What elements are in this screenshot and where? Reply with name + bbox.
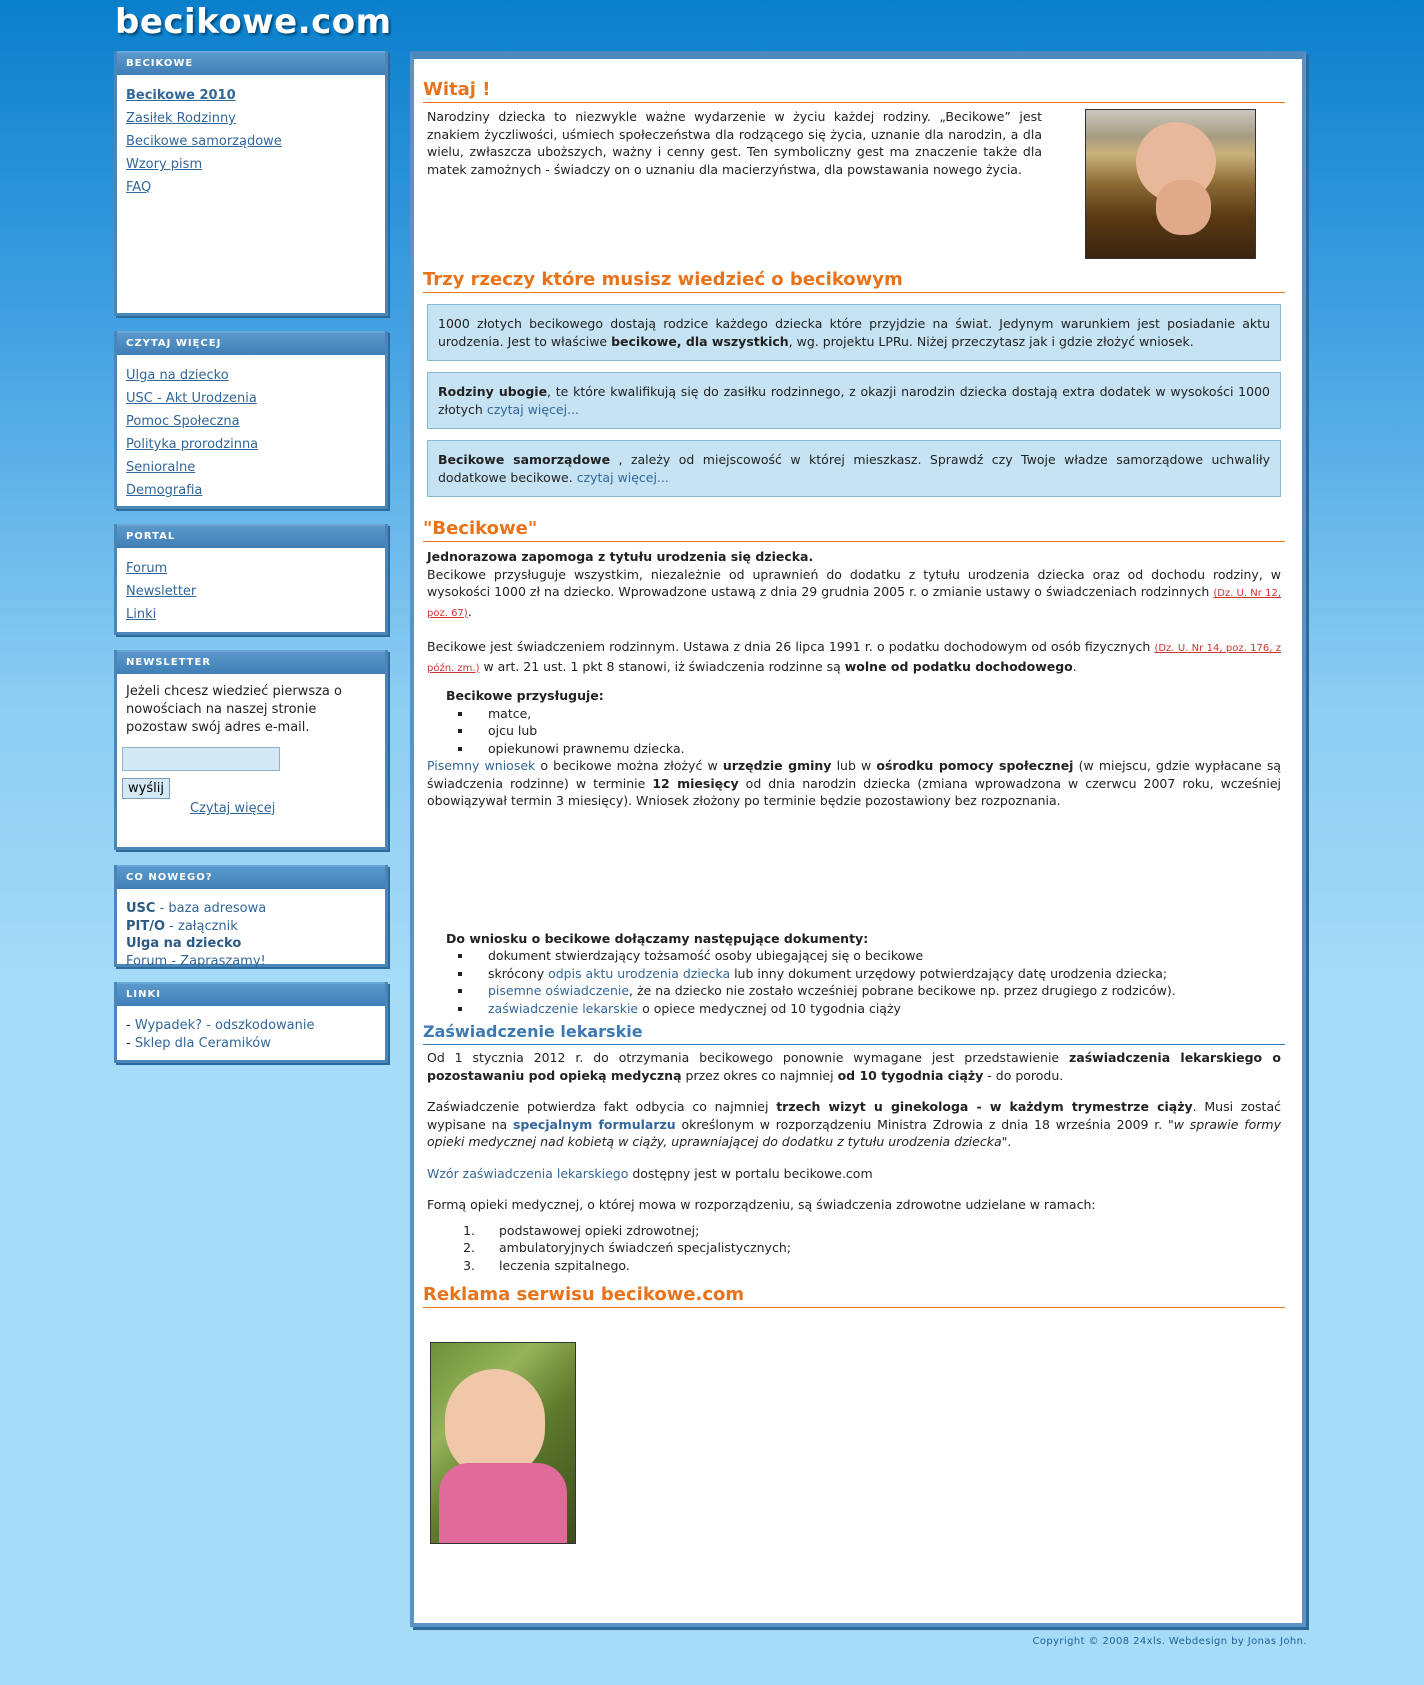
newsletter-read-more-link[interactable]: Czytaj więcej xyxy=(190,801,276,816)
becikowe-paragraph-2: Becikowe jest świadczeniem rodzinnym. Ustawa z dnia 26 lipca 1991 r. o podatku dochodowym od osób fizycznych (Dz. U. Nr 14, poz. 176, z późn. zm.) w art. 21 ust. 1 pkt 8 stanowi, iż świadczenia rodzinne są wolne od podatku dochodowego. xyxy=(427,639,1281,674)
law-reference-link[interactable]: (Dz. U. Nr 12, poz. 67) xyxy=(427,588,1281,619)
read-more-link[interactable]: czytaj więcej... xyxy=(486,401,580,417)
newsletter-submit-button[interactable]: wyślij xyxy=(122,778,170,799)
footer-jonas-john-link[interactable]: Jonas John xyxy=(1247,1636,1304,1647)
entitled-list xyxy=(423,705,1285,758)
becikowe-box xyxy=(114,51,388,316)
becikowe-lead: Jednorazowa zapomoga z tytułu urodzenia się dziecka. xyxy=(427,549,814,564)
ad-title: Reklama serwisu becikowe.com xyxy=(423,1284,1285,1308)
nav-newsletter[interactable]: Newsletter xyxy=(126,584,197,599)
external-link[interactable]: - Wypadek? - odszkodowanie xyxy=(126,1018,315,1033)
list-item: ▪ zaświadczenie lekarskie o opiece medycznej od 10 tygodnia ciąży xyxy=(473,1000,1285,1018)
medical-paragraph-1: Od 1 stycznia 2012 r. do otrzymania becikowego ponownie wymagane jest przedstawienie zaświadczenia lekarskiego o pozostawaniu pod opieką medyczną przez okres co najmniej od 10 tygodnia ciąży - do porodu. xyxy=(427,1050,1281,1083)
written-application-link[interactable]: Pisemny wniosek xyxy=(427,758,536,773)
news-item[interactable]: PIT/O - załącznik xyxy=(126,918,238,934)
nav-forum[interactable]: Forum xyxy=(126,561,168,576)
list-item: ▪ ojcu lub xyxy=(473,722,1285,740)
baby-photo xyxy=(1085,109,1256,259)
nav-usc-akt-urodzenia[interactable]: USC - Akt Urodzenia xyxy=(126,391,257,406)
box-title: NEWSLETTER xyxy=(117,650,385,674)
medical-certificate-link[interactable]: zaświadczenie lekarskie xyxy=(488,1000,639,1016)
external-link[interactable]: - Sklep dla Ceramików xyxy=(126,1036,271,1051)
box-title: PORTAL xyxy=(117,524,385,548)
becikowe-paragraph-1: Becikowe przysługuje wszystkim, niezależnie od uprawnień do dodatku z tytułu urodzenia dziecka oraz od dochodu rodziny, w wysokości 1000 zł na dziecko. Wprowadzone ustawą z dnia 29 grudnia 2005 r. o zmianie ustawy o świadczeniach rodzinnych (Dz. U. Nr 12, poz. 67). xyxy=(427,566,1281,619)
nav-wzory-pism[interactable]: Wzory pism xyxy=(126,157,203,172)
info-box-poor: Rodziny ubogie, te które kwalifikują się do zasiłku rodzinnego, z okazji narodzin dziecka dostają extra dodatek w wysokości 1000 złotych czytaj więcej... xyxy=(427,372,1281,429)
footer: Copyright © 2008 24xls. Webdesign by Jonas John. xyxy=(1032,1636,1307,1647)
welcome-text: Narodziny dziecka to niezwykle ważne wydarzenie w życiu każdej rodziny. „Becikowe” jest znakiem życzliwości, uśmiech społeczeństwa dla rodzącego się życia, uznanie dla narodzin, a dla wielu, zwłaszcza uboższych, ważny i cenny gest. Ten symboliczny gest ma znaczenie także dla matek zamożnych - świadczy on o uznaniu dla macierzyństwa, dla powstawania nowego życia. xyxy=(427,109,1042,177)
welcome-title: Witaj ! xyxy=(423,79,1285,103)
medical-paragraph-3: Wzór zaświadczenia lekarskiego dostępny jest w portalu becikowe.com xyxy=(427,1165,873,1181)
nav-polityka-prorodzinna[interactable]: Polityka prorodzinna xyxy=(126,437,259,452)
main-content xyxy=(410,51,1306,1627)
nav-becikowe-2010[interactable]: Becikowe 2010 xyxy=(126,88,236,103)
sidebar xyxy=(114,51,388,1078)
news-item[interactable]: Forum - Zapraszamy! xyxy=(126,953,266,969)
nav-linki[interactable]: Linki xyxy=(126,607,157,622)
documents-heading: Do wniosku o becikowe dołączamy następujące dokumenty: xyxy=(446,930,869,946)
nav-senioralne[interactable]: Senioralne xyxy=(126,460,196,475)
becikowe-title: "Becikowe" xyxy=(423,518,1285,542)
documents-list xyxy=(423,947,1285,1017)
child-photo[interactable] xyxy=(430,1342,576,1544)
birth-certificate-link[interactable]: odpis aktu urodzenia dziecka xyxy=(548,965,731,981)
entitled-heading: Becikowe przysługuje: xyxy=(446,688,604,703)
application-paragraph: Pisemny wniosek o becikowe można złożyć w urzędzie gminy lub w ośrodku pomocy społecznej (w miejscu, gdzie wypłacane są świadczenia rodzinne) w terminie 12 miesięcy od dnia narodzin dziecka (zmiana wprowadzona w czerwcu 2007 roku, wcześniej obowiązywał termin 3 miesięcy). Wniosek złożony po terminie będzie pozostawiony bez rozpoznania. xyxy=(427,758,1282,808)
list-item: ▪ dokument stwierdzający tożsamość osoby ubiegającej się o becikowe xyxy=(473,947,1285,965)
info-box-all: 1000 złotych becikowego dostają rodzice każdego dziecka które przyjdzie na świat. Jedynym warunkiem jest posiadanie aktu urodzenia. Jest to właściwe becikowe, dla wszystkich, wg. projektu LPRu. Niżej przeczytasz jak i gdzie złożyć wniosek. xyxy=(427,304,1281,361)
list-item: 3. leczenia szpitalnego. xyxy=(479,1257,1285,1275)
medical-paragraph-4: Formą opieki medycznej, o której mowa w rozporządzeniu, są świadczenia zdrowotne udzielane w ramach: xyxy=(427,1197,1096,1212)
list-item: ▪ skrócony odpis aktu urodzenia dziecka lub inny dokument urzędowy potwierdzający datę urodzenia dziecka; xyxy=(473,965,1285,983)
care-forms-list xyxy=(423,1222,1285,1275)
special-form-link[interactable]: specjalnym formularzu xyxy=(512,1116,676,1132)
box-title: CO NOWEGO? xyxy=(117,865,385,889)
box-title: BECIKOWE xyxy=(117,51,385,75)
three-things-title: Trzy rzeczy które musisz wiedzieć o becikowym xyxy=(423,269,1285,293)
portal-box xyxy=(114,524,388,635)
news-item[interactable]: USC - baza adresowa xyxy=(126,901,267,916)
nav-zasilek-rodzinny[interactable]: Zasiłek Rodzinny xyxy=(126,111,236,126)
box-title: LINKI xyxy=(117,982,385,1006)
law-reference-link[interactable]: (Dz. U. Nr 14, poz. 176, z późn. zm.) xyxy=(427,643,1281,674)
written-statement-link[interactable]: pisemne oświadczenie xyxy=(488,983,630,998)
medical-paragraph-2: Zaświadczenie potwierdza fakt odbycia co najmniej trzech wizyt u ginekologa - w każdym trymestrze ciąży. Musi zostać wypisane na specjalnym formularzu określonym w rozporządzeniu Ministra Zdrowia z dnia 18 września 2009 r. "w sprawie formy opieki medycznej nad kobietą w ciąży, uprawniającej do dodatku z tytułu urodzenia dziecka". xyxy=(427,1099,1281,1149)
list-item: 1. podstawowej opieki zdrowotnej; xyxy=(479,1222,1285,1240)
list-item: ▪ pisemne oświadczenie, że na dziecko nie zostało wcześniej pobrane becikowe np. przez drugiego z rodziców). xyxy=(473,982,1285,1000)
news-box xyxy=(114,865,388,967)
footer-24xls-link[interactable]: 24xls xyxy=(1133,1636,1162,1647)
read-more-link[interactable]: czytaj więcej... xyxy=(576,469,669,485)
list-item: ▪ matce, xyxy=(473,705,1285,723)
list-item: ▪ opiekunowi prawnemu dziecka. xyxy=(473,740,1285,758)
nav-faq[interactable]: FAQ xyxy=(126,180,152,195)
info-box-local: Becikowe samorządowe , zależy od miejscowość w której mieszkasz. Sprawdź czy Twoje władze samorządowe uchwaliły dodatkowe becikowe. czytaj więcej... xyxy=(427,440,1281,497)
newsletter-text: Jeżeli chcesz wiedzieć pierwsza o nowościach na naszej stronie pozostaw swój adres e-mail. xyxy=(126,684,342,735)
czytaj-box xyxy=(114,331,388,509)
nav-becikowe-samorzadowe[interactable]: Becikowe samorządowe xyxy=(126,134,282,149)
list-item: 2. ambulatoryjnych świadczeń specjalistycznych; xyxy=(479,1239,1285,1257)
nav-ulga-na-dziecko[interactable]: Ulga na dziecko xyxy=(126,368,229,383)
site-logo[interactable]: becikowe.com xyxy=(115,2,392,42)
news-item[interactable]: Ulga na dziecko xyxy=(126,936,242,951)
newsletter-email-input[interactable] xyxy=(122,747,280,771)
certificate-template-link[interactable]: Wzór zaświadczenia lekarskiego xyxy=(427,1165,629,1181)
nav-demografia[interactable]: Demografia xyxy=(126,483,203,498)
nav-pomoc-spoleczna[interactable]: Pomoc Społeczna xyxy=(126,414,240,429)
medical-certificate-title: Zaświadczenie lekarskie xyxy=(423,1021,1285,1045)
box-title: CZYTAJ WIĘCEJ xyxy=(117,331,385,355)
newsletter-box xyxy=(114,650,388,850)
links-box xyxy=(114,982,388,1063)
